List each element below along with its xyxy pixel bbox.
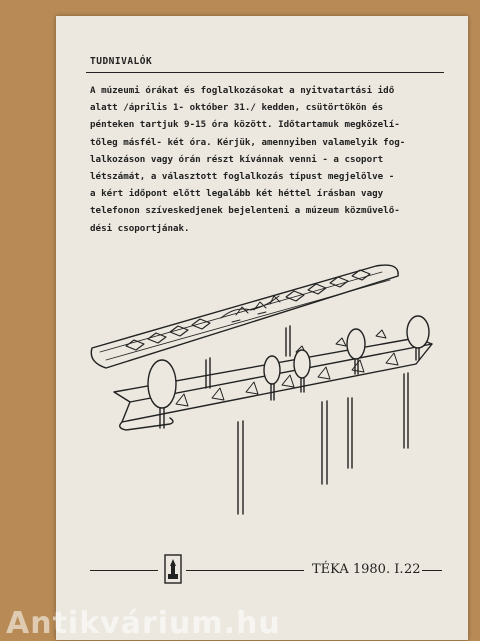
body-line: a kért időpont előtt legalább két héttel írásban vagy (90, 188, 384, 200)
body-line: tőleg másfél- két óra. Kérjük, amennyiben valamelyik fog- (90, 136, 406, 148)
page-number: 22 (404, 562, 421, 577)
body-line: létszámát, a választott foglalkozás típust megjelölve - (90, 171, 395, 183)
body-paragraph (90, 82, 440, 237)
body-line: A múzeumi órákat és foglalkozásokat a nyitvatartási idő (90, 85, 395, 96)
candle-holder-illustration (86, 252, 446, 522)
museum-tower-logo-icon (164, 554, 182, 584)
body-line: alatt /április 1- október 31./ kedden, csütörtökön és (90, 102, 384, 114)
footer-rule (422, 570, 442, 571)
body-line: telefonon szíveskedjenek bejelenteni a múzeum közművelő- (90, 205, 400, 217)
document-page (56, 16, 468, 640)
header-rule (86, 72, 444, 73)
page-footer (86, 546, 446, 596)
watermark: Antikvárium.hu (6, 606, 281, 641)
footer-rule (186, 570, 304, 571)
body-line: dési csoportjának. (90, 222, 190, 234)
footer-rule (90, 570, 158, 571)
body-line: lalkozáson vagy órán részt kívánnak venni - a csoport (90, 153, 384, 165)
section-heading: TUDNIVALÓK (90, 56, 153, 67)
body-line: pénteken tartjuk 9-15 óra között. Időtartamuk megközelí- (90, 119, 400, 131)
journal-title: TÉKA 1980. I. (312, 562, 404, 577)
